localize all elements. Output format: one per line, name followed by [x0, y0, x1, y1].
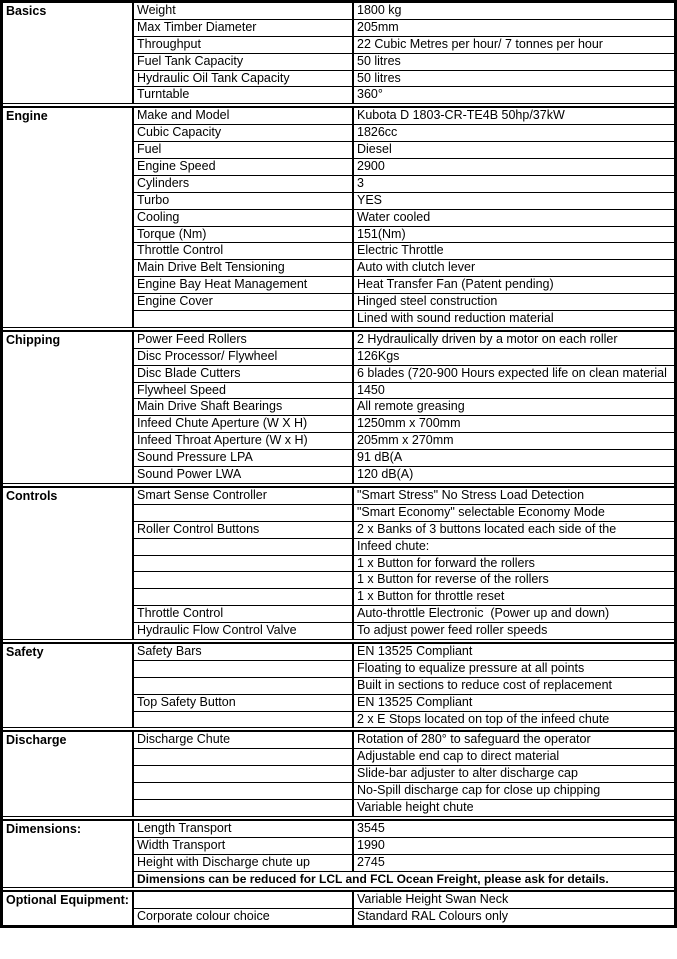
spec-row [134, 159, 674, 176]
spec-row [134, 800, 674, 816]
spec-value: EN 13525 Compliant [357, 643, 473, 658]
spec-row [134, 467, 674, 483]
section-title: Chipping [3, 332, 134, 483]
spec-property [134, 311, 354, 327]
spec-property [134, 572, 354, 588]
dimensions-note: Dimensions can be reduced for LCL and FCL Ocean Freight, please ask for details. [137, 871, 609, 886]
spec-value: 2745 [357, 854, 385, 869]
spec-row [134, 332, 674, 349]
spec-row [134, 108, 674, 125]
spec-value: 50 litres [357, 53, 401, 68]
spec-property: Weight [134, 3, 354, 19]
spec-row [134, 193, 674, 210]
spec-value: No-Spill discharge cap for close up chipping [357, 783, 601, 798]
spec-value: Variable Height Swan Neck [357, 892, 509, 907]
spec-property: Corporate colour choice [134, 909, 354, 925]
spec-property: Max Timber Diameter [134, 20, 354, 36]
spec-value: 6 blades (720-900 Hours expected life on clean material [357, 365, 667, 380]
spec-value: All remote greasing [357, 399, 465, 414]
spec-row [134, 125, 674, 142]
spec-row [134, 87, 674, 103]
spec-property: Flywheel Speed [134, 383, 354, 399]
spec-row [134, 37, 674, 54]
section-safety [3, 642, 674, 728]
spec-row [134, 505, 674, 522]
spec-property: Sound Pressure LPA [134, 450, 354, 466]
section-optional-equipment [3, 890, 674, 925]
section-title: Engine [3, 108, 134, 327]
spec-value: "Smart Economy" selectable Economy Mode [357, 504, 605, 519]
section-rows [134, 732, 674, 815]
spec-value: Auto-throttle Electronic (Power up and down) [357, 606, 610, 621]
spec-value: Water cooled [357, 209, 431, 224]
section-basics [3, 3, 674, 104]
spec-row [134, 783, 674, 800]
spec-property: Cylinders [134, 176, 354, 192]
spec-row [134, 142, 674, 159]
spec-row [134, 712, 674, 728]
spec-property: Infeed Throat Aperture (W x H) [134, 433, 354, 449]
spec-property: Height with Discharge chute up [134, 855, 354, 871]
spec-property: Top Safety Button [134, 695, 354, 711]
spec-value: 1250mm x 700mm [357, 416, 461, 431]
spec-property [134, 556, 354, 572]
section-controls [3, 486, 674, 640]
spec-value: Standard RAL Colours only [357, 909, 509, 924]
spec-row [134, 695, 674, 712]
spec-property: Engine Speed [134, 159, 354, 175]
spec-row [134, 54, 674, 71]
spec-value: 1826cc [357, 125, 398, 140]
spec-row [134, 71, 674, 88]
spec-row [134, 260, 674, 277]
spec-row [134, 3, 674, 20]
spec-property: Roller Control Buttons [134, 522, 354, 538]
spec-property: Disc Blade Cutters [134, 366, 354, 382]
spec-row [134, 644, 674, 661]
spec-row [134, 855, 674, 872]
section-rows [134, 892, 674, 925]
spec-property: Torque (Nm) [134, 227, 354, 243]
spec-row [134, 522, 674, 539]
section-rows [134, 488, 674, 639]
spec-row [134, 766, 674, 783]
spec-value: 1 x Button for forward the rollers [357, 555, 535, 570]
spec-property: Safety Bars [134, 644, 354, 660]
spec-value: Infeed chute: [357, 538, 430, 553]
spec-property: Turntable [134, 87, 354, 103]
spec-row [134, 366, 674, 383]
section-engine [3, 106, 674, 328]
section-chipping [3, 330, 674, 484]
spec-property: Hydraulic Oil Tank Capacity [134, 71, 354, 87]
spec-property [134, 505, 354, 521]
spec-value: "Smart Stress" No Stress Load Detection [357, 487, 585, 502]
spec-value: Hinged steel construction [357, 294, 498, 309]
section-title: Optional Equipment: [3, 892, 134, 925]
spec-row [134, 589, 674, 606]
spec-value: 2900 [357, 159, 385, 174]
spec-row [134, 623, 674, 639]
spec-property: Length Transport [134, 821, 354, 837]
spec-value: EN 13525 Compliant [357, 694, 473, 709]
spec-value: Kubota D 1803-CR-TE4B 50hp/37kW [357, 108, 565, 123]
section-dimensions [3, 819, 674, 889]
spec-property [134, 712, 354, 728]
spec-property: Throttle Control [134, 243, 354, 259]
spec-row [134, 872, 674, 888]
spec-value: Diesel [357, 142, 392, 157]
section-title: Basics [3, 3, 134, 103]
spec-property: Discharge Chute [134, 732, 354, 748]
spec-value: 1990 [357, 837, 385, 852]
spec-value: 3545 [357, 820, 385, 835]
spec-property [134, 661, 354, 677]
spec-property [134, 800, 354, 816]
spec-value: Variable height chute [357, 799, 474, 814]
spec-property: Fuel [134, 142, 354, 158]
spec-property: Throughput [134, 37, 354, 53]
spec-property [134, 678, 354, 694]
spec-value: 1 x Button for reverse of the rollers [357, 572, 549, 587]
spec-row [134, 909, 674, 925]
spec-property: Engine Bay Heat Management [134, 277, 354, 293]
spec-row [134, 678, 674, 695]
section-title: Discharge [3, 732, 134, 815]
spec-value: 1 x Button for throttle reset [357, 589, 505, 604]
section-title: Controls [3, 488, 134, 639]
spec-value: Floating to equalize pressure at all points [357, 660, 585, 675]
spec-value: Auto with clutch lever [357, 260, 476, 275]
spec-value: 91 dB(A [357, 450, 403, 465]
spec-row [134, 450, 674, 467]
spec-value: 1800 kg [357, 3, 402, 17]
spec-property [134, 766, 354, 782]
spec-value: Rotation of 280° to safeguard the operator [357, 732, 591, 747]
section-rows [134, 821, 674, 888]
spec-value: Built in sections to reduce cost of replacement [357, 677, 612, 692]
section-rows [134, 108, 674, 327]
spec-row [134, 243, 674, 260]
spec-property: Turbo [134, 193, 354, 209]
spec-property: Main Drive Belt Tensioning [134, 260, 354, 276]
spec-row [134, 227, 674, 244]
spec-property [134, 783, 354, 799]
spec-property: Smart Sense Controller [134, 488, 354, 504]
spec-row [134, 732, 674, 749]
spec-row [134, 821, 674, 838]
spec-row [134, 556, 674, 573]
spec-property: Fuel Tank Capacity [134, 54, 354, 70]
spec-property: Throttle Control [134, 606, 354, 622]
spec-value: Lined with sound reduction material [357, 311, 554, 326]
spec-property [134, 749, 354, 765]
spec-property [134, 892, 354, 908]
spec-value: Electric Throttle [357, 243, 444, 258]
spec-value: 205mm [357, 19, 399, 34]
spec-value: To adjust power feed roller speeds [357, 623, 548, 638]
spec-value: YES [357, 192, 383, 207]
spec-value: 120 dB(A) [357, 467, 414, 482]
spec-property: Engine Cover [134, 294, 354, 310]
spec-row [134, 892, 674, 909]
spec-row [134, 606, 674, 623]
spec-value: Slide-bar adjuster to alter discharge cap [357, 766, 578, 781]
section-title: Safety [3, 644, 134, 727]
spec-property: Sound Power LWA [134, 467, 354, 483]
spec-property: Width Transport [134, 838, 354, 854]
spec-row [134, 383, 674, 400]
spec-row [134, 20, 674, 37]
spec-row [134, 349, 674, 366]
spec-row [134, 277, 674, 294]
spec-value: Heat Transfer Fan (Patent pending) [357, 277, 554, 292]
spec-row [134, 539, 674, 556]
spec-property: Disc Processor/ Flywheel [134, 349, 354, 365]
spec-value: Adjustable end cap to direct material [357, 749, 560, 764]
spec-row [134, 311, 674, 327]
spec-row [134, 416, 674, 433]
spec-row [134, 572, 674, 589]
spec-value: 2 Hydraulically driven by a motor on each roller [357, 331, 618, 346]
spec-value: 1450 [357, 382, 385, 397]
spec-row [134, 210, 674, 227]
spec-value: 360° [357, 87, 383, 102]
spec-row [134, 488, 674, 505]
spec-row [134, 749, 674, 766]
spec-row [134, 399, 674, 416]
section-rows [134, 3, 674, 103]
spec-property [134, 589, 354, 605]
section-title: Dimensions: [3, 821, 134, 888]
spec-property [134, 539, 354, 555]
spec-property: Cubic Capacity [134, 125, 354, 141]
section-rows [134, 332, 674, 483]
section-discharge [3, 730, 674, 816]
spec-value: 2 x Banks of 3 buttons located each side of the [357, 521, 617, 536]
spec-value: 205mm x 270mm [357, 433, 454, 448]
spec-property: Make and Model [134, 108, 354, 124]
section-rows [134, 644, 674, 727]
spec-property: Cooling [134, 210, 354, 226]
spec-value: 151(Nm) [357, 226, 406, 241]
spec-row [134, 838, 674, 855]
spec-property: Power Feed Rollers [134, 332, 354, 348]
spec-value: 3 [357, 175, 364, 190]
spec-row [134, 661, 674, 678]
spec-value: 22 Cubic Metres per hour/ 7 tonnes per hour [357, 36, 603, 51]
spec-value: 126Kgs [357, 348, 400, 363]
spec-property: Main Drive Shaft Bearings [134, 399, 354, 415]
spec-value: 2 x E Stops located on top of the infeed chute [357, 711, 610, 726]
spec-value: 50 litres [357, 70, 401, 85]
spec-property: Infeed Chute Aperture (W X H) [134, 416, 354, 432]
spec-row [134, 433, 674, 450]
spec-property: Hydraulic Flow Control Valve [134, 623, 354, 639]
spec-row [134, 294, 674, 311]
spec-row [134, 176, 674, 193]
